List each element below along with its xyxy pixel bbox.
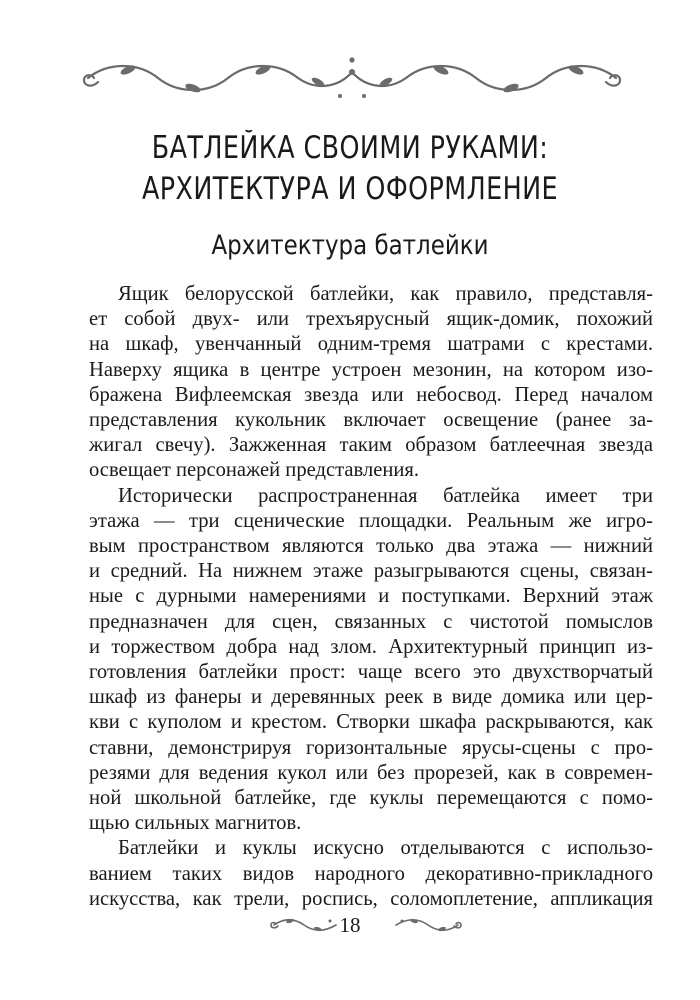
paragraph-line: бражена Вифлеемская звезда или небосвод. Перед началом: [89, 383, 653, 406]
paragraph-line: на шкаф, увенчанный одним-тремя шатрами с крестами.: [89, 333, 653, 356]
section-subtitle: Архитектура батлейки: [211, 230, 489, 261]
paragraph-line: предназначен для сцен, связанных с чистотой помыслов: [89, 610, 653, 633]
chapter-title: [63, 128, 637, 210]
small-vine-ornament-icon: [392, 916, 462, 934]
paragraph-line: шкаф из фанеры и деревянных реек в виде домика или цер-: [89, 686, 653, 709]
paragraph-line: жигал свечу). Зажженная таким образом батлеечная звезда: [89, 434, 653, 457]
paragraph-line: и торжеством добра над злом. Архитектурный принцип из-: [89, 635, 653, 658]
paragraph-line: Батлейки и куклы искусно отделываются с использо-: [118, 837, 653, 860]
paragraph-line: готовления батлейки прост: чаще всего это двухстворчатый: [89, 661, 653, 684]
chapter-title-line-2: АРХИТЕКТУРА И ОФОРМЛЕНИЕ: [141, 171, 559, 207]
paragraph-line: Ящик белорусской батлейки, как правило, представля-: [118, 283, 653, 305]
paragraph-line: ной школьной батлейке, где куклы перемещаются с помо-: [89, 787, 653, 810]
paragraph-line: освещает персонажей представления.: [89, 459, 420, 482]
paragraph: [89, 282, 653, 484]
paragraph-line: вым пространством являются только два этажа — нижний: [89, 535, 653, 558]
page-footer: [0, 908, 700, 942]
paragraph: [89, 836, 653, 912]
paragraph-line: представления кукольник включает освещение (ранее за-: [89, 409, 653, 432]
paragraph-line: ванием таких видов народного декоративно-прикладного: [89, 862, 653, 885]
paragraph-line: резями для ведения кукол или без прорезей, как в современ-: [89, 761, 653, 784]
paragraph-line: искусства, как трели, роспись, соломоплетение, аппликация: [89, 887, 653, 910]
body-text: [89, 282, 653, 912]
paragraph-line: кви с куполом и крестом. Створки шкафа раскрываются, как: [89, 711, 653, 734]
paragraph-line: ставни, демонстрируя горизонтальные ярусы-сцены с про-: [89, 736, 653, 759]
paragraph: [89, 484, 653, 837]
floral-vine-ornament-icon: [78, 52, 626, 102]
paragraph-line: ет собой двух- или трехъярусный ящик-домик, похожий: [89, 308, 653, 331]
chapter-title-line-1: БАТЛЕЙКА СВОИМИ РУКАМИ:: [151, 130, 549, 166]
paragraph-line: щью сильных магнитов.: [89, 812, 302, 835]
paragraph-line: ные с дурными намерениями и поступками. Верхний этаж: [89, 585, 653, 608]
paragraph-line: этажа — три сценические площадки. Реальным же игро-: [89, 509, 653, 532]
paragraph-line: и средний. На нижнем этаже разыгрываются сцены, связан-: [89, 560, 653, 583]
paragraph-line: Исторически распространенная батлейка имеет три: [118, 484, 653, 507]
paragraph-line: Наверху ящика в центре устроен мезонин, на котором изо-: [89, 358, 653, 381]
page-number: 18: [339, 913, 361, 937]
